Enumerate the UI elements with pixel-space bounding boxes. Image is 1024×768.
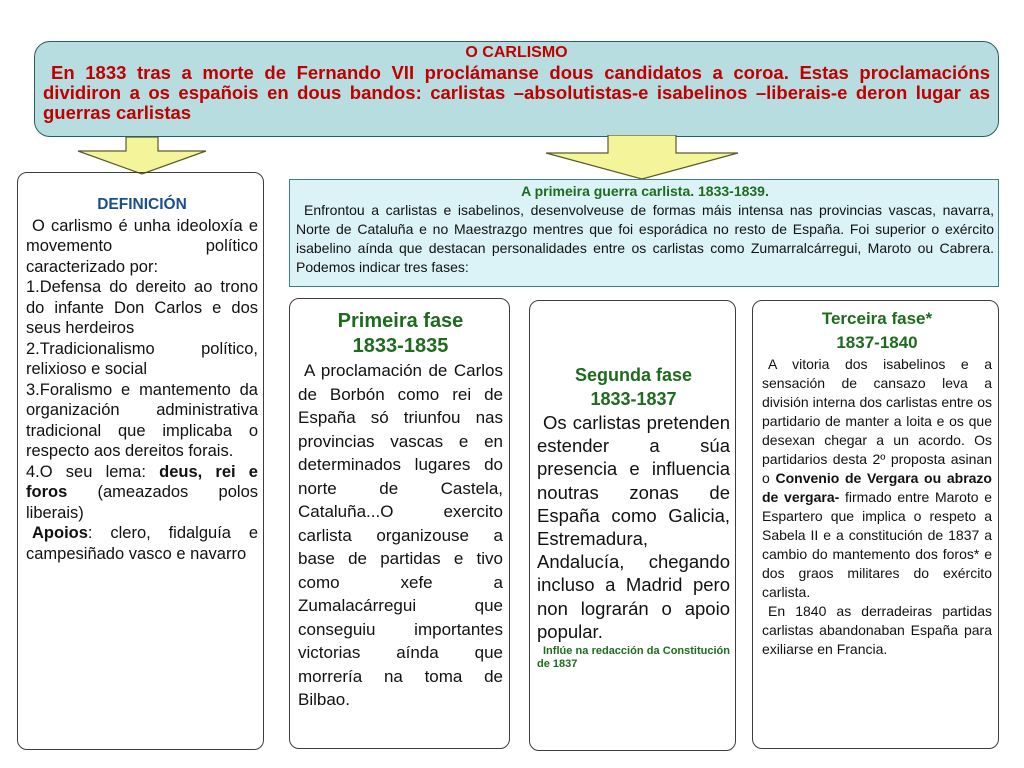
phase-3-text-b: firmado entre Maroto e Espartero que implica o respeto a Sabela II e a constitución de 1837 a cambio do mantemento dos foros* e dos graos militares do exército carlista. — [762, 489, 993, 600]
phase-3-text-c: En 1840 as derradeiras partidas carlistas abandonaban España para exiliarse en Francia. — [762, 603, 992, 657]
header-box — [34, 41, 999, 137]
phase-1-box — [289, 298, 510, 749]
header-title: O CARLISMO — [465, 44, 568, 61]
phase-3-text-a: A vitoria dos isabelinos e a sensación de cansazo leva a división interna dos carlistas entre os partidario de manter a loita e os que desexan chegar a un acordo. Os partidarios desta 2º proposta asinan o — [762, 356, 992, 486]
definition-box — [17, 172, 264, 750]
definition-title: DEFINICIÓN — [97, 196, 187, 213]
definition-point-3: 3.Foralismo e mantemento da organización administrativa tradicional que implicaba o respecto aos dereitos forais. — [26, 380, 258, 460]
first-war-text: Enfrontou a carlistas e isabelinos, desenvolveuse de formas máis intensa nas provincias vascas, navarra, Norte de Cataluña e no Maestrazgo mentres que foi esporádica no resto de España. Foi superior o exército isabelino aínda que destacan personalidades entre os carlistas como Zumarralcárregui, Maroto ou Cabrera. Podemos indicar tres fases: — [296, 202, 994, 275]
phase-3-box — [752, 300, 999, 749]
phase-2-box — [529, 300, 736, 751]
definition-apoios — [26, 523, 258, 564]
phase-1-text: A proclamación de Carlos de Borbón como rei de España só triunfou nas provincias vascas e en determinados lugares do norte de Castela, Cataluña...O exercito carlista organizouse a base de partidas e tivo como xefe a Zumalacárregui que conseguiu importantes victorias aínda que morrería na toma de Bilbao. — [298, 361, 503, 709]
phase-1-years: 1833-1835 — [352, 335, 449, 357]
point-4-prefix: 4.O seu lema: — [26, 462, 160, 481]
apoios-label: Apoios — [32, 524, 88, 542]
header-text: En 1833 tras a morte de Fernando VII proclámanse dous candidatos a coroa. Estas proclamacións dividiron a os españois en dous bandos: carlistas –absolutistas-e isabelinos –liberais-e deron lugar as guerras carlistas — [43, 62, 990, 123]
phase-1-title: Primeira fase — [337, 310, 464, 332]
phase-2-text: Os carlistas pretenden estender a súa presencia e influencia noutras zonas de España como Galicia, Estremadura, Andalucía, chegando incluso a Madrid pero non lograrán o apoio popular. — [537, 412, 730, 642]
phase-3-years: 1837-1840 — [836, 333, 918, 352]
arrow-down-right-icon — [508, 135, 768, 181]
definition-point-1: 1.Defensa do dereito ao trono do infante Don Carlos e dos seus herdeiros — [26, 278, 258, 337]
phase-3-text — [762, 355, 992, 602]
phase-2-note: Inflúe na redacción da Constitución de 1837 — [537, 645, 730, 671]
phase-2-years: 1833-1837 — [590, 389, 677, 409]
point-4-motto: deus, rei e foros — [26, 462, 258, 501]
first-war-title: A primeira guerra carlista. 1833-1839. — [521, 183, 769, 199]
arrow-down-left-icon — [38, 137, 248, 175]
definition-point-4 — [26, 462, 258, 524]
phase-3-title: Terceira fase* — [821, 309, 933, 328]
phase-3-convenio: Convenio de Vergara ou abrazo de vergara- — [762, 470, 992, 505]
point-4-suffix: (ameazados polos liberais) — [26, 483, 258, 522]
definition-point-2: 2.Tradicionalismo político, relixioso e social — [26, 339, 258, 378]
definition-intro: O carlismo é unha ideoloxía e movemento político caracterizado por: — [26, 216, 258, 276]
apoios-text: : clero, fidalguía e campesiñado vasco e navarro — [26, 524, 258, 563]
phase-2-title: Segunda fase — [574, 365, 693, 385]
first-war-box — [289, 179, 999, 287]
